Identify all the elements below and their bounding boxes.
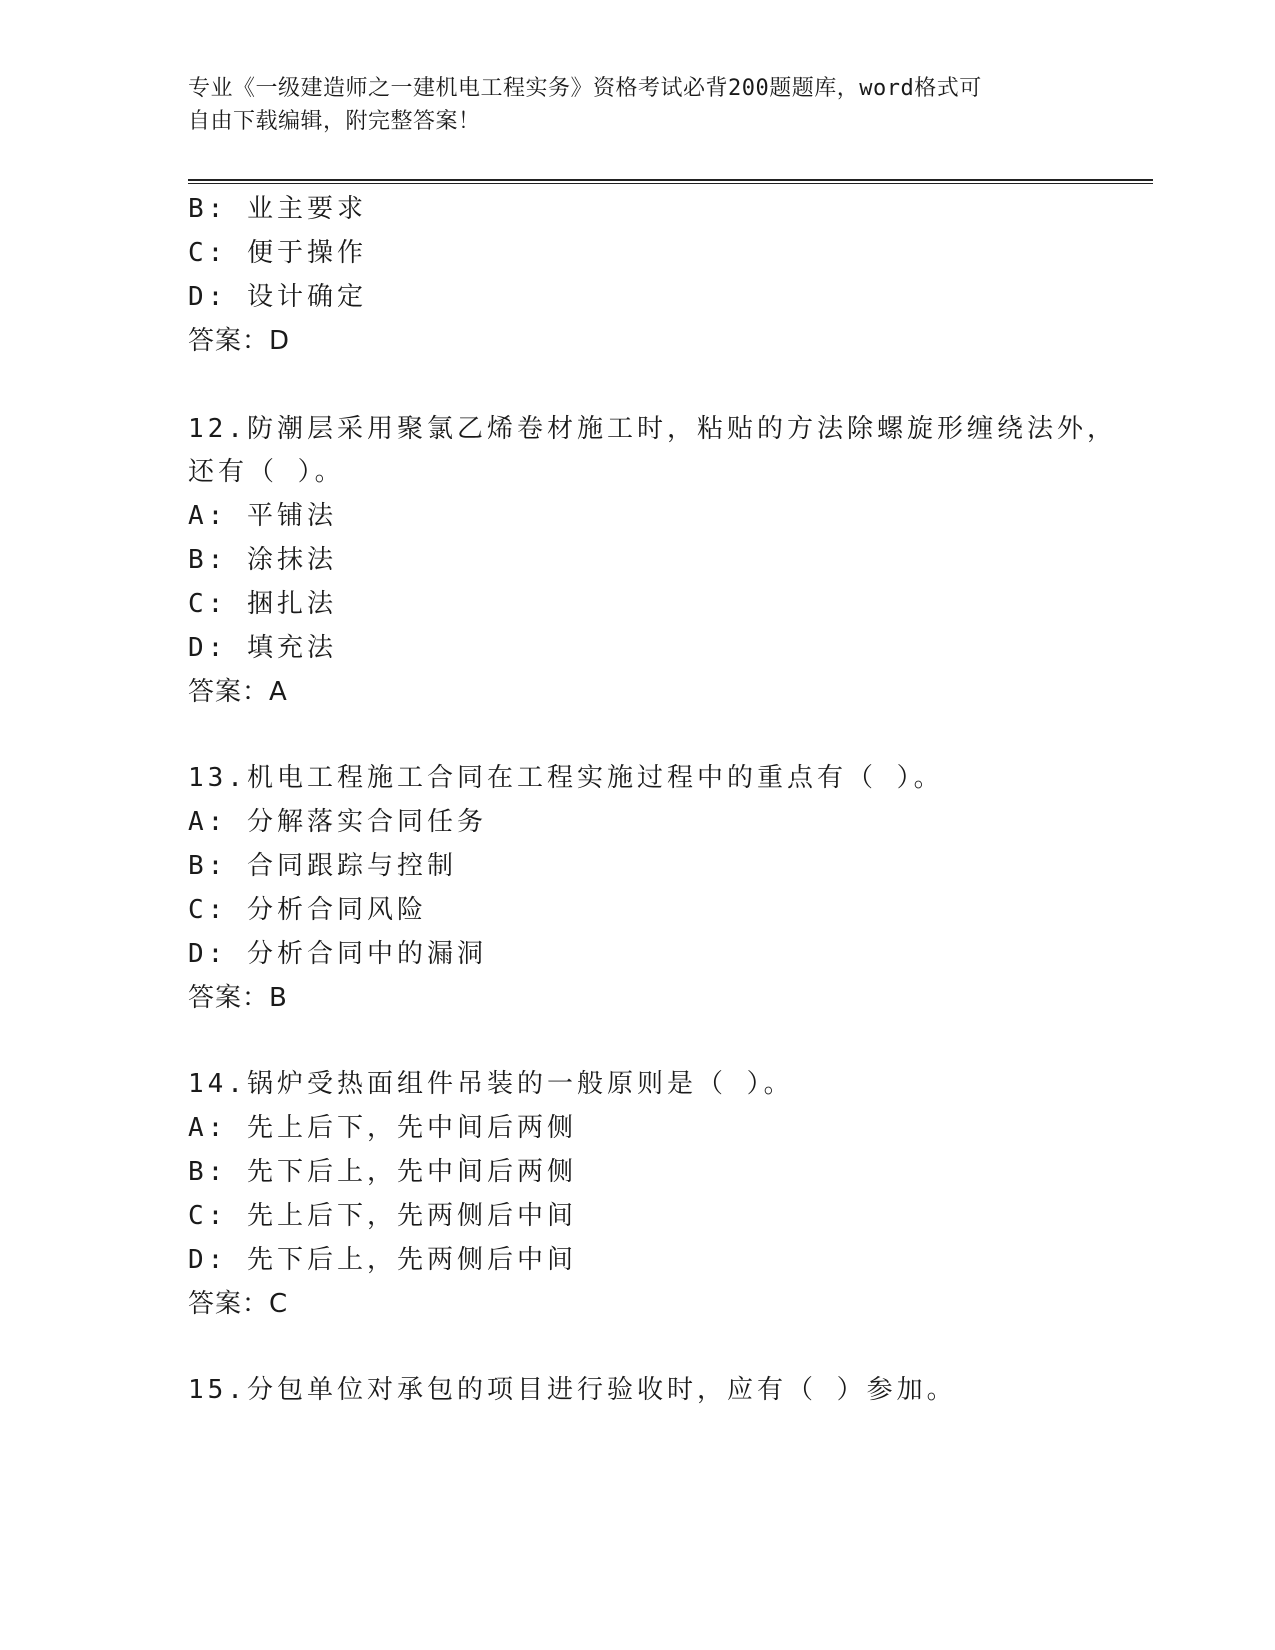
- q14-option-c: C: 先上后下，先两侧后中间: [188, 1201, 577, 1231]
- header-line-2: 自由下载编辑，附完整答案！: [188, 109, 481, 134]
- q13-option-c: C: 分析合同风险: [188, 895, 427, 925]
- q14-option-d: D: 先下后上，先两侧后中间: [188, 1245, 577, 1275]
- document-header: [188, 72, 1088, 138]
- q13-option-d: D: 分析合同中的漏洞: [188, 939, 487, 969]
- header-divider-thin: [188, 183, 1153, 184]
- q12-option-c: C: 捆扎法: [188, 589, 337, 619]
- header-divider-thick: [188, 179, 1153, 181]
- q11-option-b: B: 业主要求: [188, 194, 367, 224]
- q12-option-a: A: 平铺法: [188, 501, 337, 531]
- q11-answer: 答案：D: [188, 326, 291, 356]
- q13-option-b: B: 合同跟踪与控制: [188, 851, 457, 881]
- q15-stem: 15.分包单位对承包的项目进行验收时，应有（ ）参加。: [188, 1375, 957, 1405]
- q11-option-c: C: 便于操作: [188, 238, 367, 268]
- q12-answer: 答案：A: [188, 677, 288, 707]
- q12-option-b: B: 涂抹法: [188, 545, 337, 575]
- q12-stem-line-2: 还有（ ）。: [188, 457, 345, 487]
- q12-stem-line-1: 12.防潮层采用聚氯乙烯卷材施工时，粘贴的方法除螺旋形缠绕法外，: [188, 414, 1117, 444]
- q14-option-b: B: 先下后上，先中间后两侧: [188, 1157, 577, 1187]
- q14-option-a: A: 先上后下，先中间后两侧: [188, 1113, 577, 1143]
- q13-stem: 13.机电工程施工合同在工程实施过程中的重点有（ ）。: [188, 763, 944, 793]
- q14-answer: 答案：C: [188, 1289, 289, 1319]
- q14-stem: 14.锅炉受热面组件吊装的一般原则是（ ）。: [188, 1069, 794, 1099]
- q13-option-a: A: 分解落实合同任务: [188, 807, 487, 837]
- q12-option-d: D: 填充法: [188, 633, 337, 663]
- q13-answer: 答案：B: [188, 983, 288, 1013]
- header-line-1: 专业《一级建造师之一建机电工程实务》资格考试必背200题题库，word格式可: [188, 76, 982, 101]
- q11-option-d: D: 设计确定: [188, 282, 367, 312]
